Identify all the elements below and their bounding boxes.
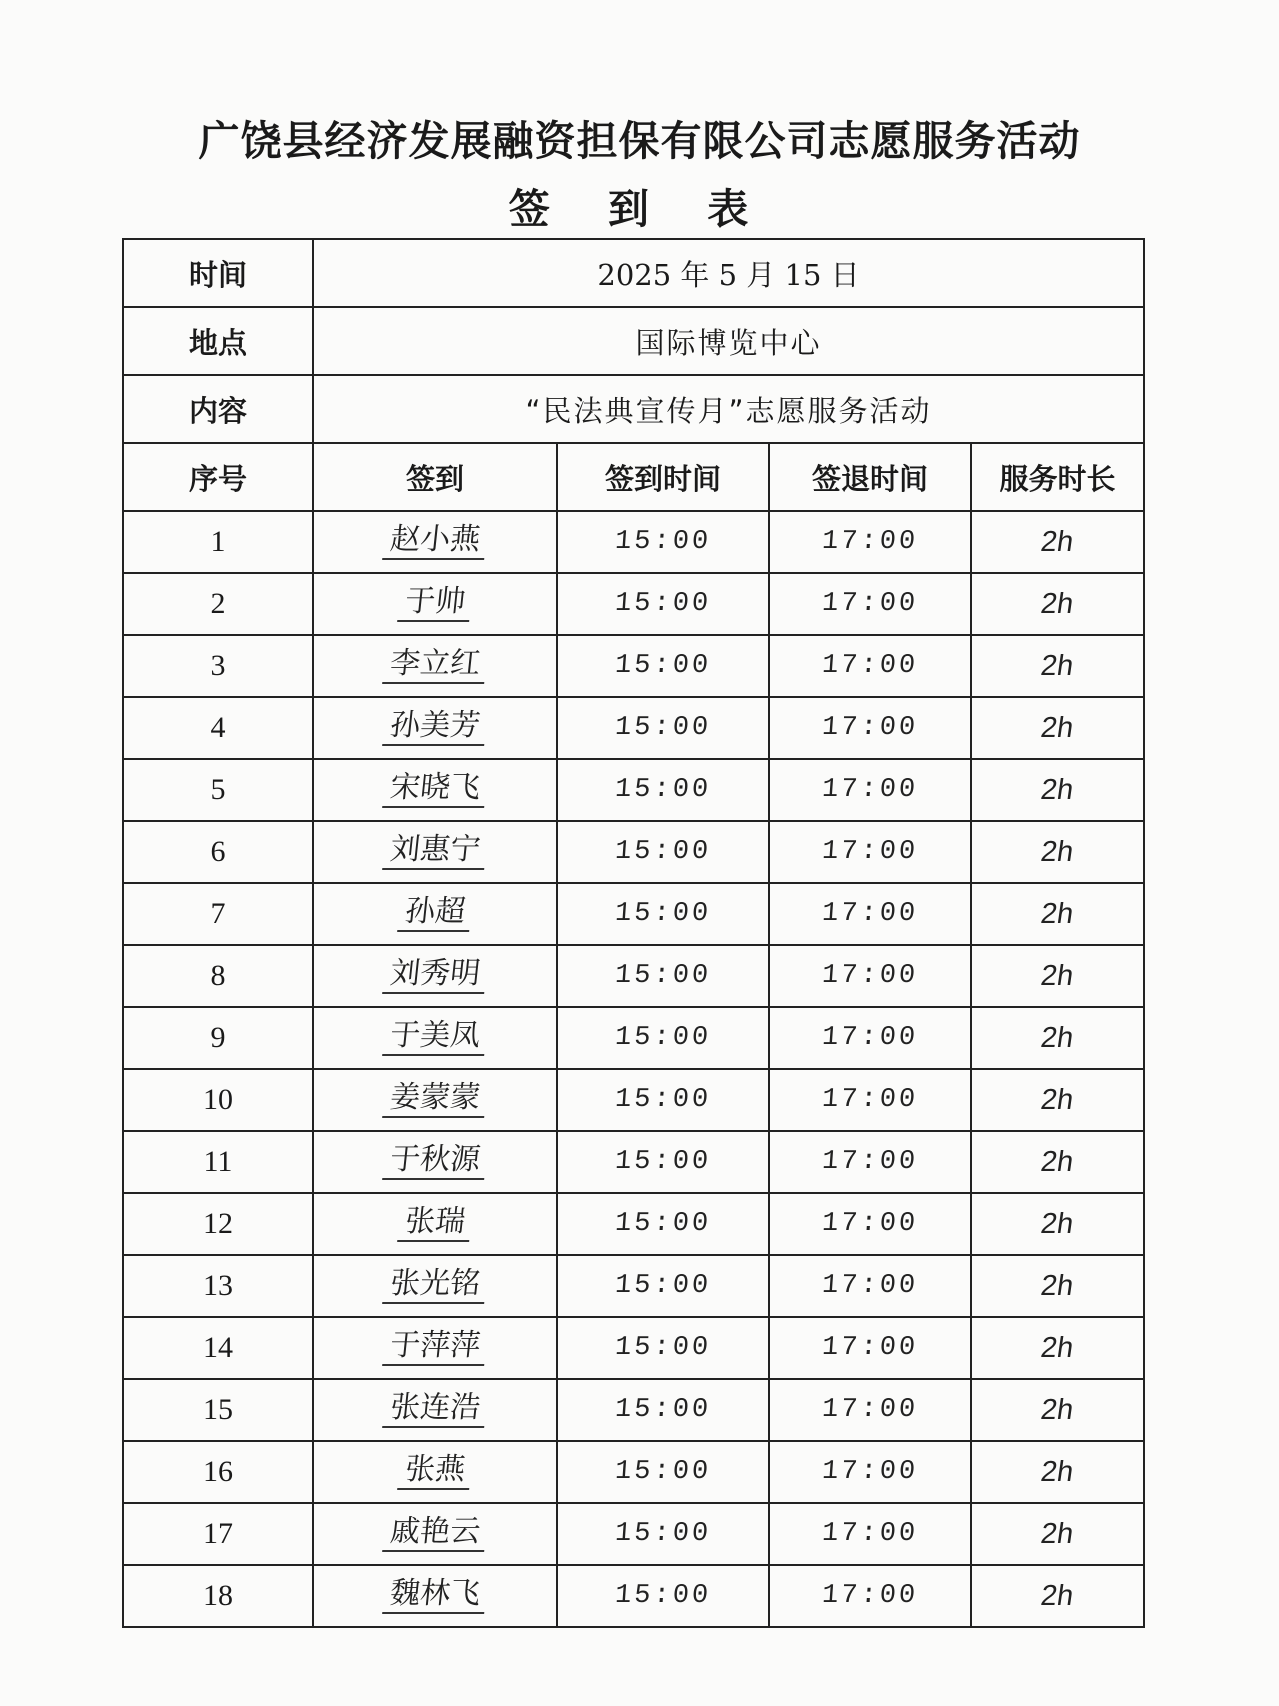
row-number-cell bbox=[123, 511, 313, 573]
service-duration-cell bbox=[971, 821, 1144, 883]
service-duration-cell bbox=[971, 1007, 1144, 1069]
service-duration-cell bbox=[971, 1255, 1144, 1317]
table-row bbox=[123, 511, 1144, 573]
checkout-time-cell bbox=[769, 1069, 971, 1131]
checkout-time: 17:00 bbox=[820, 1581, 920, 1611]
checkin-time-cell bbox=[557, 1131, 769, 1193]
checkin-time: 15:00 bbox=[613, 1147, 713, 1177]
document-title: 广饶县经济发展融资担保有限公司志愿服务活动 bbox=[198, 117, 1081, 165]
row-number: 10 bbox=[203, 1083, 233, 1116]
table-row bbox=[123, 759, 1144, 821]
signature-cell bbox=[313, 1503, 557, 1565]
checkout-time-cell bbox=[769, 1379, 971, 1441]
checkout-time-cell bbox=[769, 1565, 971, 1627]
service-duration: 2h bbox=[1039, 1207, 1076, 1240]
content-value: “民法典宣传月”志愿服务活动 bbox=[313, 375, 1144, 443]
service-duration-cell bbox=[971, 759, 1144, 821]
row-number: 13 bbox=[203, 1269, 233, 1302]
service-duration-cell bbox=[971, 945, 1144, 1007]
checkout-time: 17:00 bbox=[820, 775, 920, 805]
checkout-time: 17:00 bbox=[820, 1209, 920, 1239]
checkin-time-cell bbox=[557, 1565, 769, 1627]
table-row bbox=[123, 821, 1144, 883]
row-number-cell bbox=[123, 1193, 313, 1255]
checkout-time: 17:00 bbox=[820, 899, 920, 929]
checkin-time: 15:00 bbox=[613, 1333, 713, 1363]
service-duration: 2h bbox=[1039, 525, 1076, 558]
signature: 刘惠宁 bbox=[382, 834, 488, 870]
signature: 宋晓飞 bbox=[382, 772, 488, 808]
signature: 张光铭 bbox=[382, 1268, 488, 1304]
row-number-cell bbox=[123, 945, 313, 1007]
service-duration: 2h bbox=[1039, 897, 1076, 930]
service-duration: 2h bbox=[1039, 1021, 1076, 1054]
checkout-time-cell bbox=[769, 1317, 971, 1379]
checkin-time: 15:00 bbox=[613, 1085, 713, 1115]
table-row bbox=[123, 945, 1144, 1007]
row-number-cell bbox=[123, 1379, 313, 1441]
service-duration-cell bbox=[971, 1317, 1144, 1379]
checkin-time: 15:00 bbox=[613, 1271, 713, 1301]
checkin-time-cell bbox=[557, 697, 769, 759]
row-number: 11 bbox=[203, 1145, 233, 1178]
checkin-time-cell bbox=[557, 1007, 769, 1069]
signature: 魏林飞 bbox=[382, 1578, 488, 1614]
table-row bbox=[123, 635, 1144, 697]
row-number: 8 bbox=[210, 959, 226, 992]
row-number-cell bbox=[123, 1317, 313, 1379]
place-row bbox=[123, 307, 1144, 375]
service-duration: 2h bbox=[1039, 1455, 1076, 1488]
service-duration-cell bbox=[971, 1379, 1144, 1441]
table-row bbox=[123, 1379, 1144, 1441]
row-number: 18 bbox=[203, 1579, 233, 1612]
checkin-time-cell bbox=[557, 1255, 769, 1317]
row-number-cell bbox=[123, 1441, 313, 1503]
signature-cell bbox=[313, 821, 557, 883]
checkout-time-cell bbox=[769, 1007, 971, 1069]
checkout-time: 17:00 bbox=[820, 1023, 920, 1053]
row-number-cell bbox=[123, 1069, 313, 1131]
service-duration-cell bbox=[971, 1503, 1144, 1565]
checkout-time-cell bbox=[769, 1193, 971, 1255]
row-number-cell bbox=[123, 1007, 313, 1069]
checkin-time: 15:00 bbox=[613, 1519, 713, 1549]
time-value: 2025 年 5 月 15 日 bbox=[313, 239, 1144, 307]
checkin-time-cell bbox=[557, 945, 769, 1007]
sign-in-table bbox=[122, 238, 1145, 1628]
signature: 孙超 bbox=[397, 896, 473, 932]
checkout-time: 17:00 bbox=[820, 837, 920, 867]
time-label: 时间 bbox=[123, 239, 313, 307]
table-row bbox=[123, 1069, 1144, 1131]
signature: 于秋源 bbox=[382, 1144, 488, 1180]
row-number: 16 bbox=[203, 1455, 233, 1488]
service-duration: 2h bbox=[1039, 835, 1076, 868]
row-number: 6 bbox=[210, 835, 226, 868]
row-number-cell bbox=[123, 821, 313, 883]
header-checkin: 签到时间 bbox=[557, 443, 769, 511]
checkout-time: 17:00 bbox=[820, 1395, 920, 1425]
row-number: 9 bbox=[210, 1021, 226, 1054]
service-duration-cell bbox=[971, 1069, 1144, 1131]
signature-cell bbox=[313, 1379, 557, 1441]
service-duration: 2h bbox=[1039, 1331, 1076, 1364]
row-number: 7 bbox=[210, 897, 226, 930]
checkin-time: 15:00 bbox=[613, 837, 713, 867]
row-number-cell bbox=[123, 1131, 313, 1193]
service-duration: 2h bbox=[1039, 587, 1076, 620]
column-header-row bbox=[123, 443, 1144, 511]
table-row bbox=[123, 1503, 1144, 1565]
service-duration: 2h bbox=[1039, 1269, 1076, 1302]
row-number-cell bbox=[123, 1255, 313, 1317]
service-duration: 2h bbox=[1039, 1517, 1076, 1550]
signature: 于萍萍 bbox=[382, 1330, 488, 1366]
row-number-cell bbox=[123, 635, 313, 697]
checkin-time: 15:00 bbox=[613, 1023, 713, 1053]
header-checkout: 签退时间 bbox=[769, 443, 971, 511]
signature: 戚艳云 bbox=[382, 1516, 488, 1552]
signature: 张瑞 bbox=[397, 1206, 473, 1242]
signature-cell bbox=[313, 511, 557, 573]
checkout-time-cell bbox=[769, 1131, 971, 1193]
header-no: 序号 bbox=[123, 443, 313, 511]
header-sign: 签到 bbox=[313, 443, 557, 511]
signature-cell bbox=[313, 1317, 557, 1379]
row-number: 5 bbox=[210, 773, 226, 806]
signature-cell bbox=[313, 1069, 557, 1131]
row-number: 17 bbox=[203, 1517, 233, 1550]
service-duration: 2h bbox=[1039, 711, 1076, 744]
row-number-cell bbox=[123, 573, 313, 635]
checkout-time-cell bbox=[769, 883, 971, 945]
signature: 李立红 bbox=[382, 648, 488, 684]
service-duration: 2h bbox=[1039, 649, 1076, 682]
signature: 于帅 bbox=[397, 586, 473, 622]
row-number: 15 bbox=[203, 1393, 233, 1426]
checkout-time-cell bbox=[769, 821, 971, 883]
service-duration-cell bbox=[971, 697, 1144, 759]
signature: 赵小燕 bbox=[382, 524, 488, 560]
place-label: 地点 bbox=[123, 307, 313, 375]
checkout-time: 17:00 bbox=[820, 651, 920, 681]
service-duration-cell bbox=[971, 573, 1144, 635]
row-number: 14 bbox=[203, 1331, 233, 1364]
checkin-time-cell bbox=[557, 821, 769, 883]
checkout-time-cell bbox=[769, 573, 971, 635]
table-row bbox=[123, 1255, 1144, 1317]
checkin-time: 15:00 bbox=[613, 589, 713, 619]
service-duration-cell bbox=[971, 1193, 1144, 1255]
checkout-time: 17:00 bbox=[820, 961, 920, 991]
service-duration: 2h bbox=[1039, 773, 1076, 806]
checkout-time-cell bbox=[769, 1255, 971, 1317]
table-row bbox=[123, 697, 1144, 759]
checkin-time: 15:00 bbox=[613, 713, 713, 743]
signature-cell bbox=[313, 573, 557, 635]
checkin-time-cell bbox=[557, 759, 769, 821]
signature: 孙美芳 bbox=[382, 710, 488, 746]
signature-cell bbox=[313, 1255, 557, 1317]
checkout-time-cell bbox=[769, 511, 971, 573]
checkout-time-cell bbox=[769, 1441, 971, 1503]
service-duration-cell bbox=[971, 1131, 1144, 1193]
row-number: 3 bbox=[210, 649, 226, 682]
row-number-cell bbox=[123, 1503, 313, 1565]
signature-cell bbox=[313, 1007, 557, 1069]
signature: 张燕 bbox=[397, 1454, 473, 1490]
checkout-time: 17:00 bbox=[820, 1271, 920, 1301]
checkin-time: 15:00 bbox=[613, 527, 713, 557]
checkin-time-cell bbox=[557, 573, 769, 635]
checkout-time: 17:00 bbox=[820, 713, 920, 743]
checkin-time: 15:00 bbox=[613, 775, 713, 805]
signature-cell bbox=[313, 759, 557, 821]
checkout-time: 17:00 bbox=[820, 1147, 920, 1177]
table-row bbox=[123, 1193, 1144, 1255]
checkout-time-cell bbox=[769, 759, 971, 821]
checkin-time-cell bbox=[557, 1379, 769, 1441]
checkout-time: 17:00 bbox=[820, 1457, 920, 1487]
signature-cell bbox=[313, 1441, 557, 1503]
signature-cell bbox=[313, 883, 557, 945]
service-duration: 2h bbox=[1039, 1579, 1076, 1612]
row-number: 4 bbox=[210, 711, 226, 744]
signature-cell bbox=[313, 1565, 557, 1627]
service-duration: 2h bbox=[1039, 1393, 1076, 1426]
signature: 刘秀明 bbox=[382, 958, 488, 994]
document-subtitle: 签 到 表 bbox=[508, 185, 771, 233]
signature: 于美凤 bbox=[382, 1020, 488, 1056]
checkin-time: 15:00 bbox=[613, 1581, 713, 1611]
signature-cell bbox=[313, 1193, 557, 1255]
checkout-time-cell bbox=[769, 945, 971, 1007]
checkin-time-cell bbox=[557, 1441, 769, 1503]
checkout-time: 17:00 bbox=[820, 1333, 920, 1363]
service-duration: 2h bbox=[1039, 959, 1076, 992]
checkin-time: 15:00 bbox=[613, 1395, 713, 1425]
signature: 姜蒙蒙 bbox=[382, 1082, 488, 1118]
service-duration-cell bbox=[971, 635, 1144, 697]
checkin-time-cell bbox=[557, 1317, 769, 1379]
signature: 张连浩 bbox=[382, 1392, 488, 1428]
signature-cell bbox=[313, 1131, 557, 1193]
checkin-time-cell bbox=[557, 1193, 769, 1255]
checkout-time: 17:00 bbox=[820, 1519, 920, 1549]
checkout-time: 17:00 bbox=[820, 589, 920, 619]
row-number-cell bbox=[123, 1565, 313, 1627]
checkin-time: 15:00 bbox=[613, 1209, 713, 1239]
header-duration: 服务时长 bbox=[971, 443, 1144, 511]
checkout-time: 17:00 bbox=[820, 1085, 920, 1115]
checkin-time: 15:00 bbox=[613, 1457, 713, 1487]
checkin-time-cell bbox=[557, 1503, 769, 1565]
checkout-time-cell bbox=[769, 635, 971, 697]
time-row bbox=[123, 239, 1144, 307]
checkout-time-cell bbox=[769, 697, 971, 759]
signature-cell bbox=[313, 635, 557, 697]
row-number: 12 bbox=[203, 1207, 233, 1240]
row-number-cell bbox=[123, 759, 313, 821]
checkout-time: 17:00 bbox=[820, 527, 920, 557]
row-number: 2 bbox=[210, 587, 226, 620]
checkin-time-cell bbox=[557, 883, 769, 945]
service-duration-cell bbox=[971, 1565, 1144, 1627]
checkin-time-cell bbox=[557, 1069, 769, 1131]
place-value: 国际博览中心 bbox=[313, 307, 1144, 375]
checkin-time: 15:00 bbox=[613, 651, 713, 681]
service-duration-cell bbox=[971, 883, 1144, 945]
signature-cell bbox=[313, 945, 557, 1007]
row-number-cell bbox=[123, 697, 313, 759]
service-duration: 2h bbox=[1039, 1145, 1076, 1178]
table-row bbox=[123, 1317, 1144, 1379]
content-row bbox=[123, 375, 1144, 443]
service-duration-cell bbox=[971, 511, 1144, 573]
table-row bbox=[123, 1131, 1144, 1193]
checkin-time-cell bbox=[557, 635, 769, 697]
checkin-time: 15:00 bbox=[613, 899, 713, 929]
row-number-cell bbox=[123, 883, 313, 945]
content-label: 内容 bbox=[123, 375, 313, 443]
signature-cell bbox=[313, 697, 557, 759]
checkout-time-cell bbox=[769, 1503, 971, 1565]
checkin-time: 15:00 bbox=[613, 961, 713, 991]
table-row bbox=[123, 1007, 1144, 1069]
table-row bbox=[123, 883, 1144, 945]
table-row bbox=[123, 1441, 1144, 1503]
checkin-time-cell bbox=[557, 511, 769, 573]
service-duration: 2h bbox=[1039, 1083, 1076, 1116]
row-number: 1 bbox=[210, 525, 226, 558]
table-row bbox=[123, 573, 1144, 635]
table-row bbox=[123, 1565, 1144, 1627]
service-duration-cell bbox=[971, 1441, 1144, 1503]
